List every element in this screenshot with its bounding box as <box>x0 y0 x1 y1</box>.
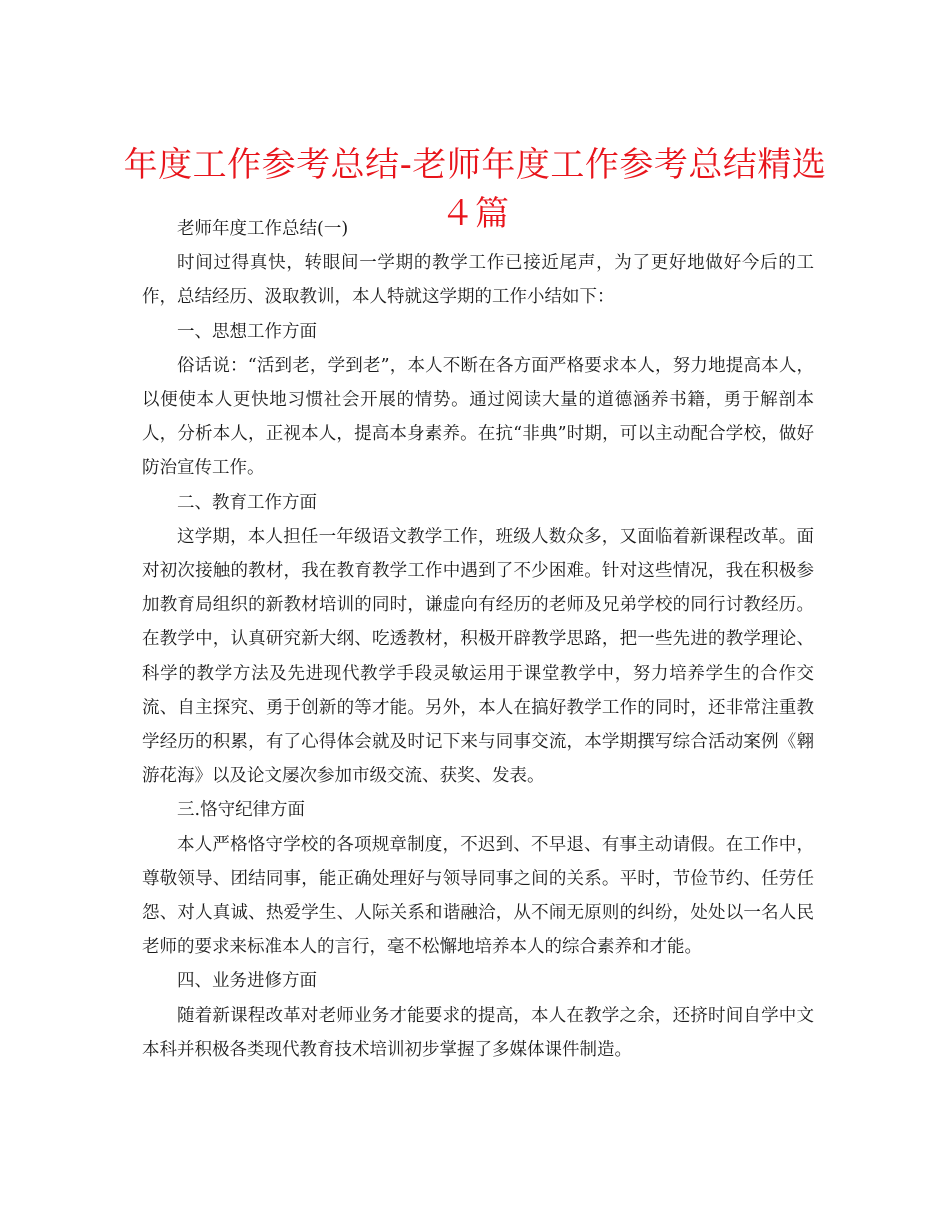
paragraph-thought: 俗话说：“活到老，学到老”，本人不断在各方面严格要求本人，努力地提高本人，以便使本人更快地习惯社会开展的情势。通过阅读大量的道德涵养书籍，勇于解剖本人，分析本人，正视本人，提高本身素养。在抗“非典”时期，可以主动配合学校，做好防治宣传工作。 <box>142 355 814 479</box>
paragraph-education: 这学期，本人担任一年级语文教学工作，班级人数众多，又面临着新课程改革。面对初次接触的教材，我在教育教学工作中遇到了不少困难。针对这些情况，我在积极参加教育局组织的新教材培训的同时，谦虚向有经历的老师及兄弟学校的同行讨教经历。在教学中，认真研究新大纲、吃透教材，积极开辟教学思路，把一些先进的教学理论、科学的教学方法及先进现代教学手段灵敏运用于课堂教学中，努力培养学生的合作交流、自主探究、勇于创新的等才能。另外，本人在搞好教学工作的同时，还非常注重教学经历的积累，有了心得体会就及时记下来与同事交流，本学期撰写综合活动案例《翱游花海》以及论文屡次参加市级交流、获奖、发表。 <box>142 526 814 787</box>
paragraph-study: 随着新课程改革对老师业务才能要求的提高，本人在教学之余，还挤时间自学中文本科并积极各类现代教育技术培训初步掌握了多媒体课件制造。 <box>142 1005 814 1060</box>
section-heading-thought: 一、思想工作方面 <box>177 321 317 342</box>
paragraph-intro: 时间过得真快，转眼间一学期的教学工作已接近尾声，为了更好地做好今后的工作，总结经历、汲取教训，本人特就这学期的工作小结如下： <box>142 253 814 308</box>
paragraph-discipline: 本人严格恪守学校的各项规章制度，不迟到、不早退、有事主动请假。在工作中，尊敬领导、团结同事，能正确处理好与领导同事之间的关系。平时，节俭节约、任劳任怨、对人真诚、热爱学生、人际关系和谐融洽，从不闹无原则的纠纷，处处以一名人民老师的要求来标准本人的言行，毫不松懈地培养本人的综合素养和才能。 <box>142 834 814 958</box>
document-title: 年度工作参考总结-老师年度工作参考总结精选４篇 <box>123 144 827 234</box>
section-heading-summary-one: 老师年度工作总结(一) <box>177 219 349 239</box>
section-heading-study: 四、业务进修方面 <box>177 971 317 992</box>
document-body <box>142 212 814 1067</box>
section-heading-education: 二、教育工作方面 <box>177 492 317 513</box>
section-heading-discipline: 三.恪守纪律方面 <box>177 800 306 821</box>
